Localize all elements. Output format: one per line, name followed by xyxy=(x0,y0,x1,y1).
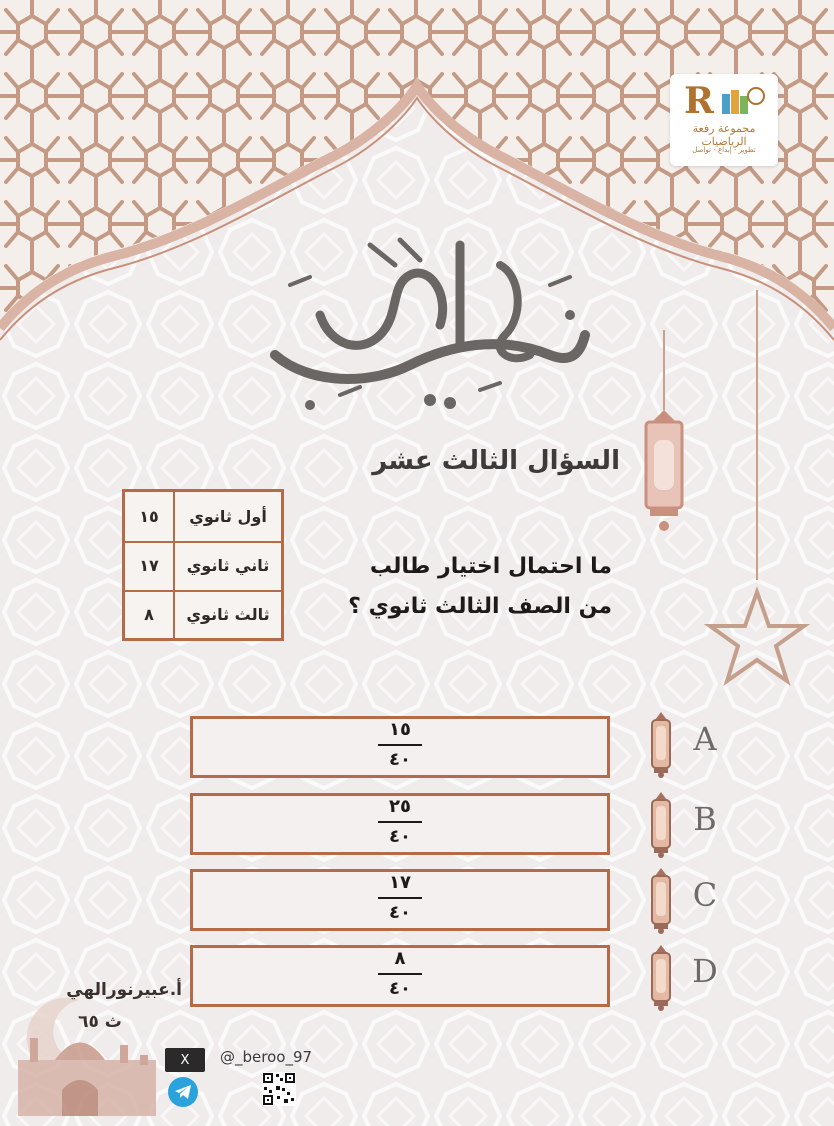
x-label: X xyxy=(180,1052,190,1068)
fraction-bar xyxy=(378,973,422,975)
option-c-letter[interactable]: C xyxy=(692,876,718,914)
fraction xyxy=(370,872,430,924)
numerator: ٨ xyxy=(394,948,406,969)
lantern-icon xyxy=(647,792,675,858)
telegram-icon[interactable] xyxy=(168,1077,198,1107)
table-value: ٨ xyxy=(144,605,154,624)
option-a-letter[interactable]: A xyxy=(693,720,717,758)
table-row xyxy=(125,541,281,592)
question-line-2: من الصف الثالث ثانوي ؟ xyxy=(348,594,612,619)
option-d-box[interactable] xyxy=(190,945,610,1007)
qr-code-icon[interactable] xyxy=(262,1072,296,1106)
data-table xyxy=(122,489,284,641)
fraction xyxy=(370,948,430,1000)
logo-tagline: تطوير - إبداع - تواصل xyxy=(692,146,756,154)
numerator: ١٧ xyxy=(389,872,411,893)
fraction xyxy=(370,796,430,848)
greeting-text: رمضان كريم xyxy=(427,420,433,421)
fraction-bar xyxy=(378,897,422,899)
table-value: ١٧ xyxy=(139,556,159,575)
table-value: ١٥ xyxy=(139,507,159,526)
books-icon xyxy=(720,84,768,116)
lantern-icon xyxy=(647,945,675,1011)
denominator: ٤٠ xyxy=(389,978,411,999)
option-d-letter[interactable]: D xyxy=(692,952,718,990)
logo-mark: R xyxy=(684,80,714,122)
numerator: ١٥ xyxy=(389,719,411,740)
social-handle[interactable]: @_beroo_97 xyxy=(220,1048,313,1066)
table-label: أول ثانوي xyxy=(173,492,281,541)
option-a-box[interactable] xyxy=(190,716,610,778)
logo-name: مجموعة رفعة الرياضيات xyxy=(692,122,756,148)
question-line-1: ما احتمال اختيار طالب xyxy=(369,554,612,579)
option-b-box[interactable] xyxy=(190,793,610,855)
option-c-box[interactable] xyxy=(190,869,610,931)
denominator: ٤٠ xyxy=(389,826,411,847)
ramadan-kareem-calligraphy xyxy=(250,215,610,425)
table-row xyxy=(125,590,281,639)
table-label: ثاني ثانوي xyxy=(173,541,281,590)
brand-logo xyxy=(670,74,778,166)
numerator: ٢٥ xyxy=(389,796,411,817)
fraction-bar xyxy=(378,821,422,823)
x-social-icon[interactable] xyxy=(165,1048,205,1072)
question-title: السؤال الثالث عشر xyxy=(372,446,620,476)
denominator: ٤٠ xyxy=(389,749,411,770)
lantern-icon xyxy=(647,712,675,778)
author-name: أ.عبيرنورالهي xyxy=(66,980,182,1000)
author-school: ث ٦٥ xyxy=(78,1012,122,1032)
denominator: ٤٠ xyxy=(389,902,411,923)
fraction-bar xyxy=(378,744,422,746)
table-row xyxy=(125,492,281,543)
table-label: ثالث ثانوي xyxy=(173,590,281,639)
hanging-lantern-icon xyxy=(646,410,682,531)
lantern-icon xyxy=(647,868,675,934)
option-b-letter[interactable]: B xyxy=(693,800,717,838)
fraction xyxy=(370,719,430,771)
